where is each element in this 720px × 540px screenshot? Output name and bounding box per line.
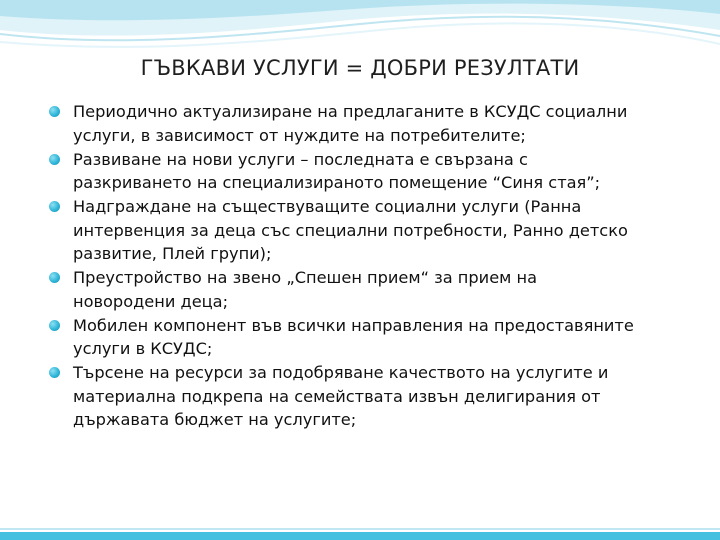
bullet-text: интервенция за деца със специални потребности, Ранно детско [73, 220, 628, 240]
bullet-circle-icon [49, 154, 60, 165]
bullet-circle-icon [49, 320, 60, 331]
bullet-text: Търсене на ресурси за подобряване качеството на услугите и [73, 363, 609, 382]
bullet-text: услуги в КСУДС; [73, 339, 213, 358]
bullet-item [46, 266, 696, 313]
bullet-circle-icon [49, 367, 60, 378]
bullet-text: Развиване на нови услуги – последната е свързана с [73, 149, 528, 169]
bullet-text: разкриването на специализираното помещение “Синя стая”; [73, 173, 601, 192]
bullet-item [46, 361, 696, 432]
bullet-text: Преустройство на звено „Спешен прием“ за прием на [73, 268, 538, 287]
bottom-accent-bar [0, 532, 720, 540]
bullet-item [46, 195, 696, 266]
bottom-accent-line [0, 528, 720, 530]
bullet-text: развитие, Плей групи); [73, 244, 272, 263]
slide-title: ГЪВКАВИ УСЛУГИ = ДОБРИ РЕЗУЛТАТИ [140, 56, 580, 80]
bullet-text: Надграждане на съществуващите социални услуги (Ранна [73, 197, 582, 216]
bullet-circle-icon [49, 272, 60, 283]
bullet-circle-icon [49, 106, 60, 117]
bullet-text: новородени деца; [73, 291, 229, 311]
bullet-text: материална подкрепа на семействата извън делигирания от [73, 386, 601, 406]
bullet-circle-icon [49, 201, 60, 212]
bullet-item [46, 314, 696, 361]
bullet-list [46, 100, 696, 432]
bullet-text: държавата бюджет на услугите; [73, 410, 357, 429]
bullet-item [46, 100, 696, 147]
bullet-text: Мобилен компонент във всички направления на предоставяните [73, 315, 634, 335]
bullet-item [46, 148, 696, 195]
bullet-text: Периодично актуализиране на предлаганите в КСУДС социални [73, 102, 628, 121]
bullet-text: услуги, в зависимост от нуждите на потребителите; [73, 125, 526, 145]
